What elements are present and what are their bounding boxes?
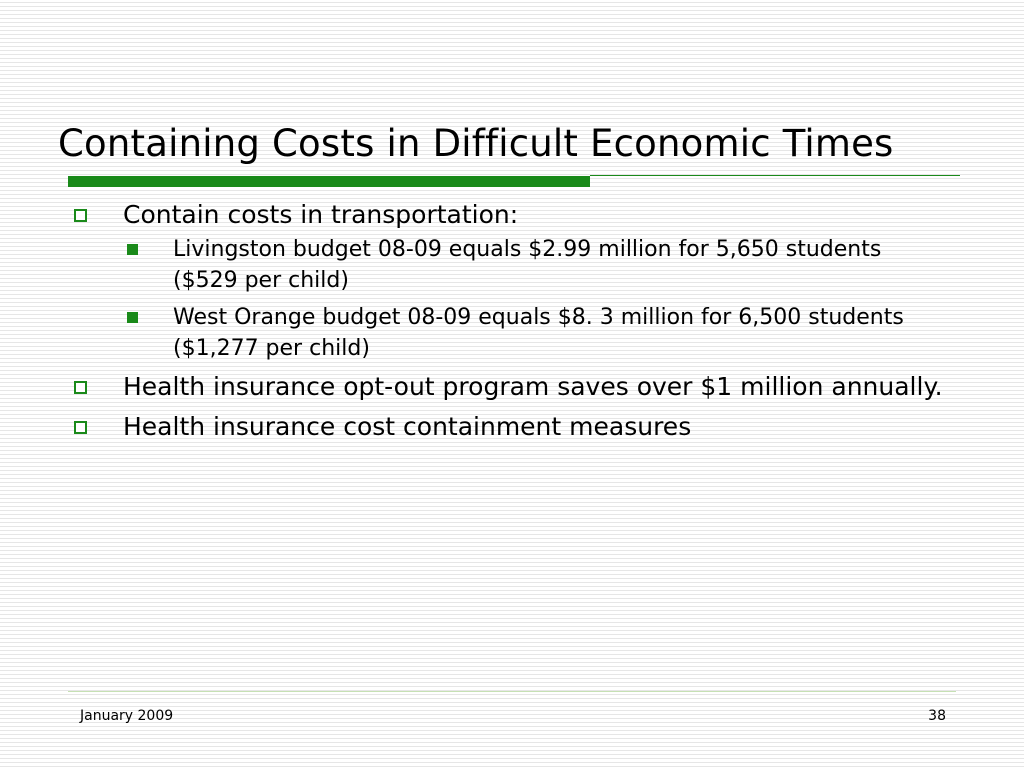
bullet-list bbox=[68, 198, 948, 450]
bullet-item-cost-containment bbox=[68, 410, 948, 444]
sub-bullet-item-west-orange bbox=[68, 302, 948, 364]
title-underline-thin bbox=[590, 175, 960, 176]
hollow-square-bullet-icon bbox=[74, 381, 87, 394]
footer-divider bbox=[68, 691, 956, 692]
bullet-item-transportation bbox=[68, 198, 948, 364]
bullet-item-opt-out bbox=[68, 370, 948, 404]
bullet-text: Health insurance opt-out program saves over $1 million annually. bbox=[123, 372, 943, 401]
sub-bullet-list bbox=[123, 234, 948, 364]
sub-bullet-item-livingston bbox=[68, 234, 948, 296]
bullet-text: Health insurance cost containment measures bbox=[123, 412, 692, 441]
slide-title: Containing Costs in Difficult Economic Times bbox=[58, 122, 894, 165]
filled-square-bullet-icon bbox=[127, 244, 138, 255]
footer-date: January 2009 bbox=[80, 708, 174, 724]
title-underline-thick bbox=[68, 176, 590, 187]
sub-bullet-text: West Orange budget 08-09 equals $8. 3 million for 6,500 students ($1,277 per child) bbox=[173, 305, 904, 361]
hollow-square-bullet-icon bbox=[74, 421, 87, 434]
sub-bullet-text: Livingston budget 08-09 equals $2.99 million for 5,650 students ($529 per child) bbox=[173, 237, 882, 293]
hollow-square-bullet-icon bbox=[74, 209, 87, 222]
bullet-text: Contain costs in transportation: bbox=[123, 200, 519, 229]
filled-square-bullet-icon bbox=[127, 312, 138, 323]
slide-number: 38 bbox=[928, 708, 946, 724]
